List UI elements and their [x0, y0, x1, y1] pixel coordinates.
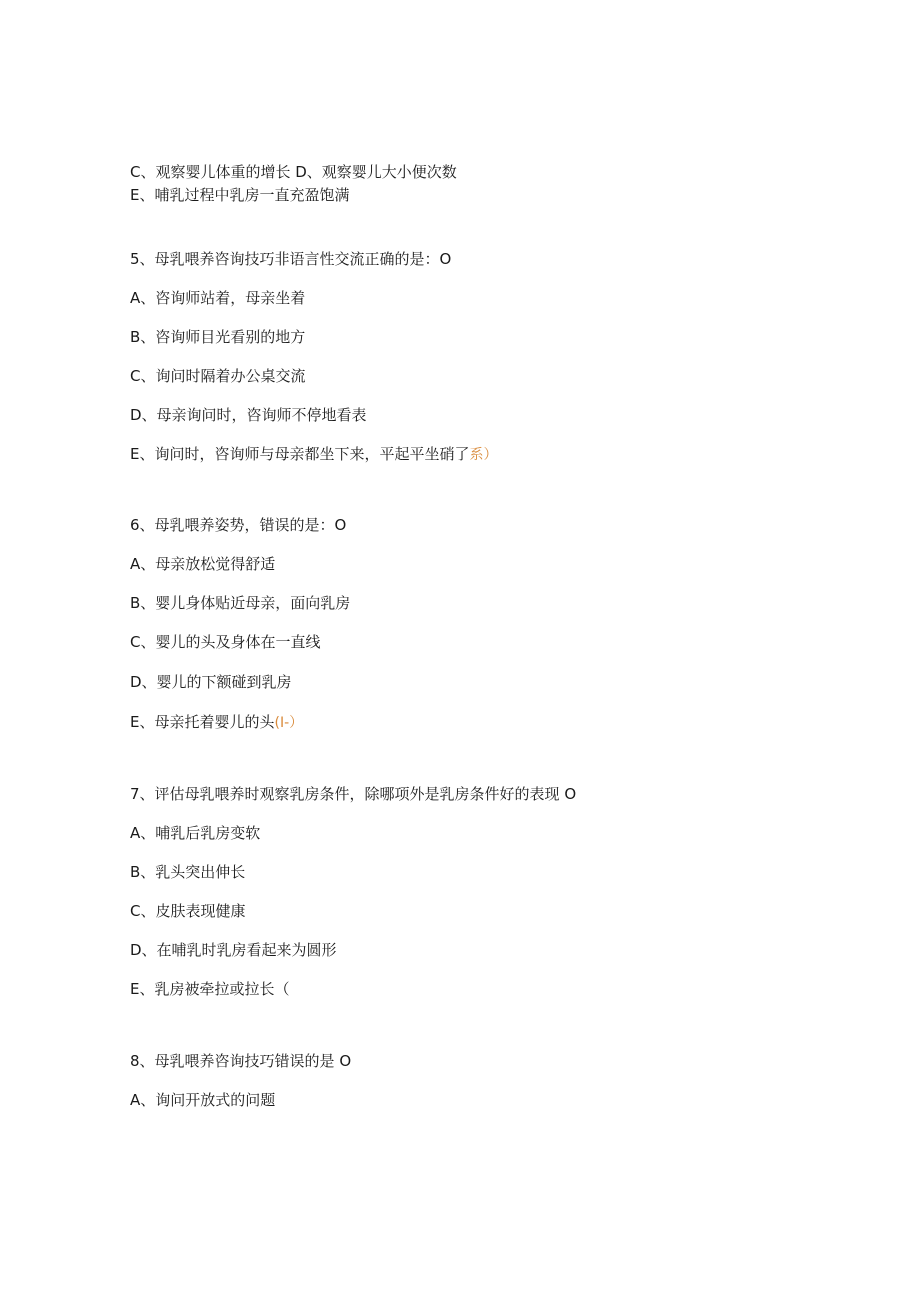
q5-option-e-row — [130, 444, 497, 465]
q5-option-e: E、询问时，咨询师与母亲都坐下来，平起平坐硝了 — [130, 445, 470, 463]
q7-option-d: D、在哺乳时乳房看起来为圆形 — [130, 941, 337, 959]
q5-question: 5、母乳喂养咨询技巧非语言性交流正确的是：O — [130, 250, 452, 268]
q6-option-e-row — [130, 712, 303, 733]
q7-option-b: B、乳头突出伸长 — [130, 863, 246, 881]
q4-option-e: E、哺乳过程中乳房一直充盈饱满 — [130, 186, 350, 204]
q6-answer-mark: (I-） — [274, 715, 304, 731]
q7-option-a: A、哺乳后乳房变软 — [130, 824, 261, 842]
q5-option-d: D、母亲询问时，咨询师不停地看表 — [130, 406, 367, 424]
q6-option-a: A、母亲放松觉得舒适 — [130, 555, 276, 573]
q6-option-e: E、母亲托着婴儿的头 — [130, 713, 275, 731]
q8-option-a: A、询问开放式的问题 — [130, 1091, 276, 1109]
q6-option-d: D、婴儿的下额碰到乳房 — [130, 673, 292, 691]
q5-option-a: A、咨询师站着，母亲坐着 — [130, 289, 306, 307]
q6-option-c: C、婴儿的头及身体在一直线 — [130, 633, 321, 651]
q5-answer-mark: 系） — [469, 447, 498, 463]
q5-option-b: B、咨询师目光看别的地方 — [130, 328, 306, 346]
q4-option-c-d: C、观察婴儿体重的增长 D、观察婴儿大小便次数 — [130, 163, 457, 181]
q6-option-b: B、婴儿身体贴近母亲，面向乳房 — [130, 594, 351, 612]
q5-option-c: C、询问时隔着办公桌交流 — [130, 367, 306, 385]
q7-question: 7、评估母乳喂养时观察乳房条件，除哪项外是乳房条件好的表现 O — [130, 785, 577, 803]
q7-option-e: E、乳房被牵拉或拉长（ — [130, 980, 290, 998]
q7-option-c: C、皮肤表现健康 — [130, 902, 246, 920]
q8-question: 8、母乳喂养咨询技巧错误的是 O — [130, 1052, 352, 1070]
q6-question: 6、母乳喂养姿势，错误的是：O — [130, 516, 347, 534]
